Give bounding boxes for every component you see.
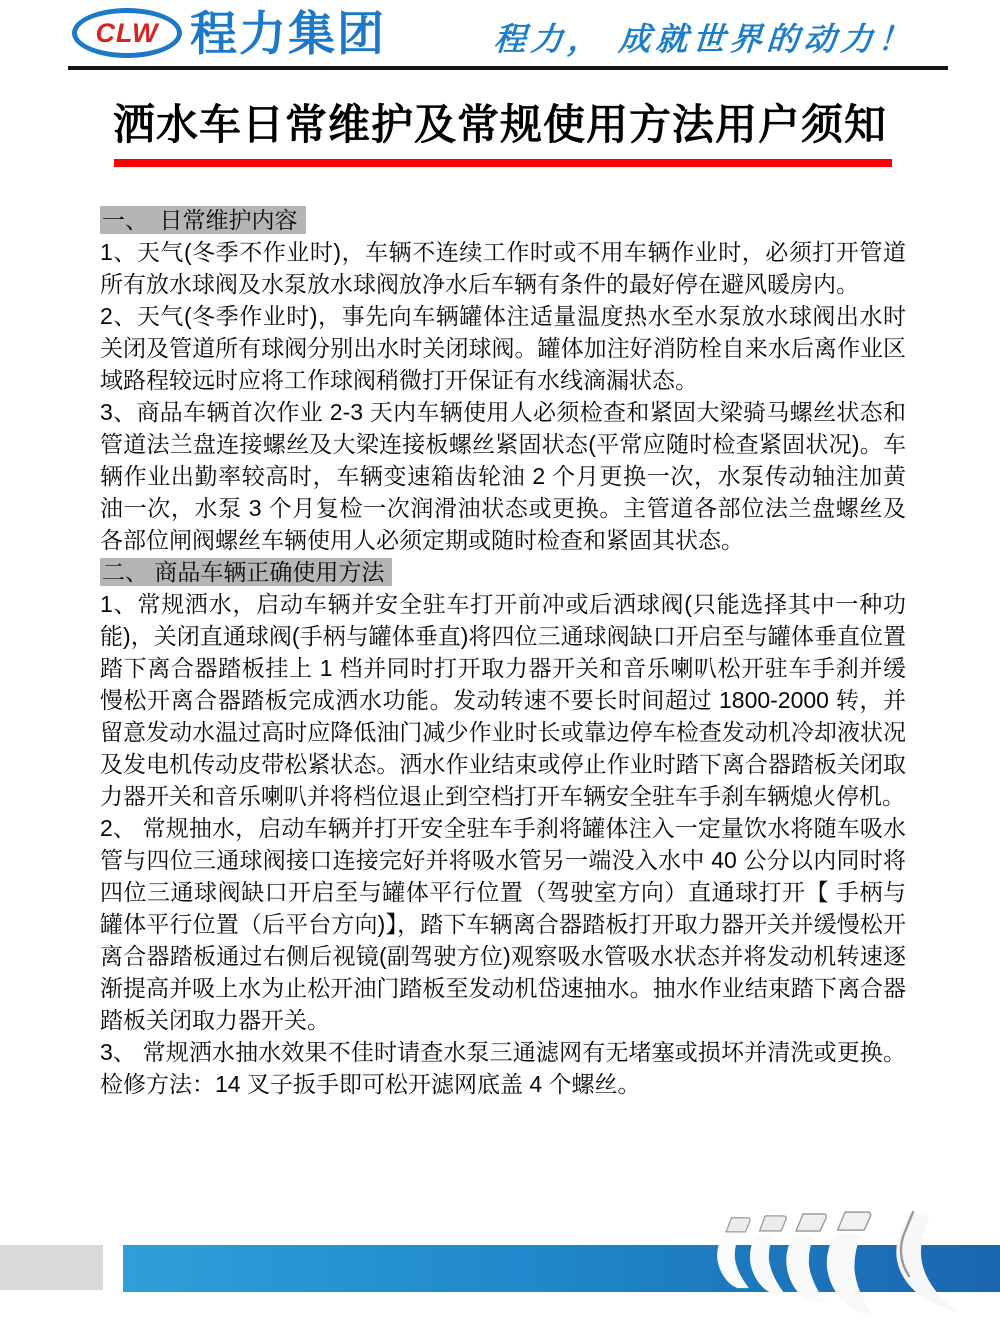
section-1-paragraph-3: 3、商品车辆首次作业 2-3 天内车辆使用人必须检查和紧固大梁骑马螺丝状态和管道法兰盘连接螺丝及大梁连接板螺丝紧固状态(平常应随时检查紧固状况)。车辆作业出勤率较高时，车辆变速箱齿轮油 2 个月更换一次，水泵传动轴注加黄油一次，水泵 3 个月复检一次润滑油状态或更换。主管道各部位法兰盘螺丝及各部位闸阀螺丝车辆使用人必须定期或随时检查和紧固其状态。	[100, 399, 906, 553]
section-2-paragraph-1: 1、常规洒水，启动车辆并安全驻车打开前冲或后洒球阀(只能选择其中一种功能)，关闭直通球阀(手柄与罐体垂直)将四位三通球阀缺口开启至与罐体垂直位置踏下离合器踏板挂上 1 档并同时打开取力器开关和音乐喇叭松开驻车手刹并缓慢松开离合器踏板完成洒水功能。发动转速不要长时间超过 1800-2000 转，并留意发动水温过高时应降低油门减少作业时长或靠边停车检查发动机冷却液状况及发电机传动皮带松紧状态。洒水作业结束或停止作业时踏下离合器踏板关闭取力器开关和音乐喇叭并将档位退止到空档打开车辆安全驻车手刹车辆熄火停机。	[100, 591, 906, 809]
section-2-heading-text: 二、 商品车辆正确使用方法	[100, 558, 392, 586]
section-1-paragraph-1: 1、天气(冬季不作业时)，车辆不连续工作时或不用车辆作业时，必须打开管道所有放水球阀及水泵放水球阀放净水后车辆有条件的最好停在避风暖房内。	[100, 239, 906, 297]
header-divider	[68, 66, 948, 70]
page-header	[0, 6, 1000, 60]
title-underline	[114, 159, 892, 167]
footer-chevron-decoration-icon	[705, 1210, 977, 1322]
document-body	[100, 204, 906, 1100]
company-slogan: 程力， 成就世界的动力！	[492, 21, 917, 57]
section-2-heading	[100, 556, 906, 588]
logo-badge-text: CLW	[95, 17, 159, 48]
section-2-paragraph-2: 2、 常规抽水，启动车辆并打开安全驻车手刹将罐体注入一定量饮水将随车吸水管与四位三通球阀接口连接完好并将吸水管另一端没入水中 40 公分以内同时将四位三通球阀缺口开启至与罐体平行位置（驾驶室方向）直通球打开【 手柄与罐体平行位置（后平台方向)】，踏下车辆离合器踏板打开取力器开关并缓慢松开离合器踏板通过右侧后视镜(副驾驶方位)观察吸水管吸水状态并将发动机转速逐渐提高并吸上水为止松开油门踏板至发动机岱速抽水。抽水作业结束踏下离合器踏板关闭取力器开关。	[100, 815, 906, 1033]
company-logo	[72, 8, 386, 58]
section-2-paragraph-3: 3、 常规洒水抽水效果不佳时请查水泵三通滤网有无堵塞或损坏并清洗或更换。检修方法：14 叉子扳手即可松开滤网底盖 4 个螺丝。	[100, 1039, 906, 1097]
company-name: 程力集团	[190, 6, 386, 60]
page-title: 洒水车日常维护及常规使用方法用户须知	[112, 100, 887, 149]
clw-oval-logo-icon	[72, 8, 182, 58]
section-1-paragraph-2: 2、天气(冬季作业时)，事先向车辆罐体注适量温度热水至水泵放水球阀出水时关闭及管道所有球阀分别出水时关闭球阀。罐体加注好消防栓自来水后离作业区域路程较远时应将工作球阀稍微打开保证有水线滴漏状态。	[100, 303, 906, 393]
footer-gray-block	[0, 1245, 103, 1290]
section-1-heading-text: 一、 日常维护内容	[100, 206, 306, 234]
section-1-heading	[100, 204, 906, 236]
